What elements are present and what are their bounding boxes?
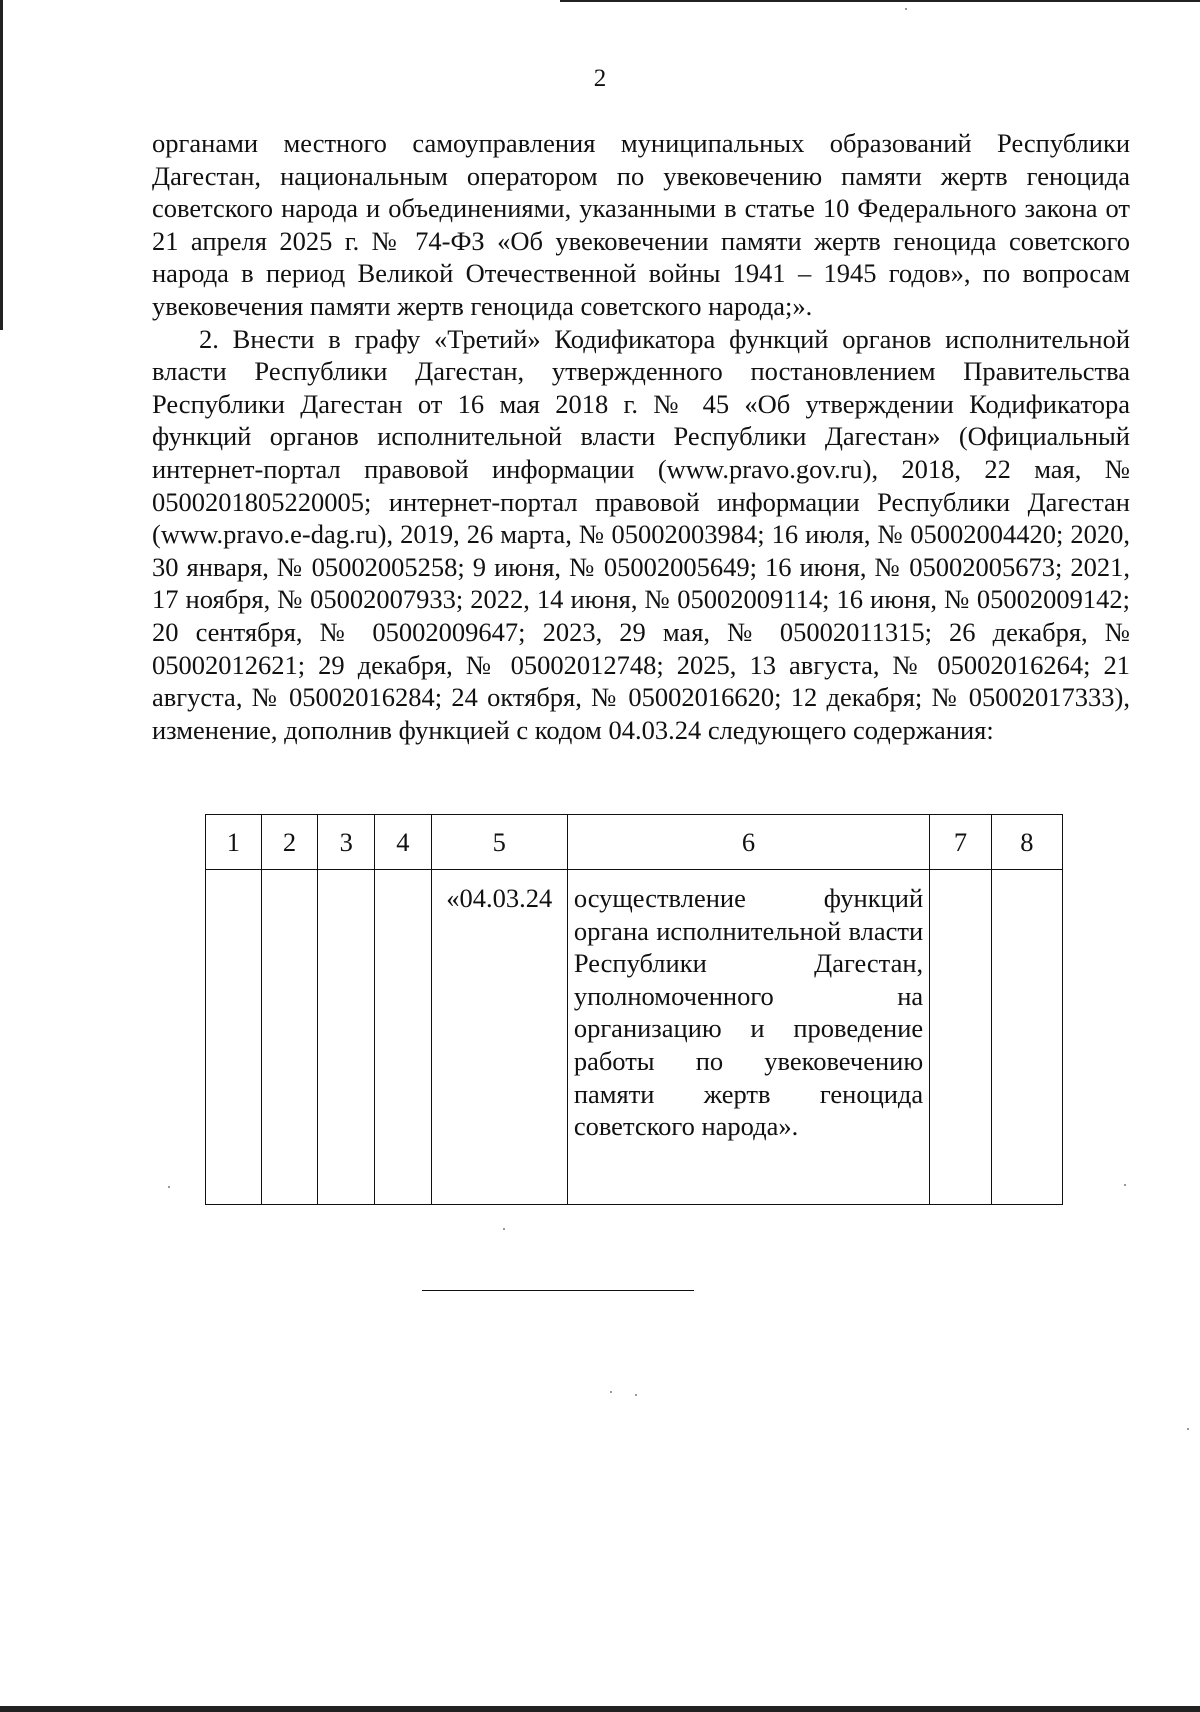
scan-speck bbox=[1124, 1184, 1126, 1186]
scan-speck bbox=[905, 8, 907, 10]
header-cell: 7 bbox=[930, 815, 992, 870]
scan-speck bbox=[635, 1394, 637, 1396]
scan-edge-left bbox=[0, 0, 3, 330]
paragraph-continuation: органами местного самоуправления муниципальных образований Республики Дагестан, национальным оператором по увековечению памяти жертв геноцида советского народа и объединениями, указанными в статье 10 Федерального закона от 21 апреля 2025 г. № 74-ФЗ «Об увековечении памяти жертв геноцида советского народа в период Великой Отечественной войны 1941 – 1945 годов», по вопросам увековечения памяти жертв геноцида советского народа;». bbox=[152, 128, 1130, 321]
header-cell: 6 bbox=[567, 815, 929, 870]
table-header-row bbox=[206, 815, 1063, 870]
table-cell-empty bbox=[375, 870, 432, 1205]
function-description-cell: осуществление функций органа исполнительной власти Республики Дагестан, уполномоченного на организацию и проведение работы по увековечению памяти жертв геноцида советского народа». bbox=[567, 870, 929, 1205]
table-cell-empty bbox=[206, 870, 262, 1205]
closing-rule-line bbox=[422, 1290, 694, 1291]
function-code-cell: «04.03.24 bbox=[431, 870, 567, 1205]
scan-edge-top bbox=[560, 0, 1200, 2]
header-cell: 3 bbox=[318, 815, 375, 870]
scan-speck bbox=[610, 1391, 612, 1393]
scan-speck bbox=[1187, 1428, 1189, 1430]
paragraph-item-2: 2. Внести в графу «Третий» Кодификатора функций органов исполнительной власти Республики Дагестан, утвержденного постановлением Правительства Республики Дагестан от 16 мая 2018 г. № 45 «Об утверждении Кодификатора функций органов исполнительной власти Республики Дагестан» (Официальный интернет-портал правовой информации (www.pravo.gov.ru), 2018, 22 мая, № 0500201805220005; интернет-портал правовой информации Республики Дагестан (www.pravo.e-dag.ru), 2019, 26 марта, № 05002003984; 16 июля, № 05002004420; 2020, 30 января, № 05002005258; 9 июня, № 05002005649; 16 июня, № 05002005673; 2021, 17 ноября, № 05002007933; 2022, 14 июня, № 05002009114; 16 июня, № 05002009142; 20 сентября, № 05002009647; 2023, 29 мая, № 05002011315; 26 декабря, № 05002012621; 29 декабря, № 05002012748; 2025, 13 августа, № 05002016264; 21 августа, № 05002016284; 24 октября, № 05002016620; 12 декабря; № 05002017333), изменение, дополнив функцией с кодом 04.03.24 следующего содержания: bbox=[152, 323, 1130, 745]
table-cell-empty bbox=[930, 870, 992, 1205]
scan-speck bbox=[503, 1228, 505, 1230]
table-cell-empty bbox=[261, 870, 318, 1205]
codifier-table bbox=[205, 814, 1063, 1205]
scan-edge-bottom bbox=[0, 1706, 1200, 1712]
header-cell: 5 bbox=[431, 815, 567, 870]
table-row bbox=[206, 870, 1063, 1205]
document-body bbox=[152, 127, 1130, 746]
table-cell-empty bbox=[991, 870, 1062, 1205]
header-cell: 2 bbox=[261, 815, 318, 870]
header-cell: 4 bbox=[375, 815, 432, 870]
scan-speck bbox=[168, 1186, 170, 1188]
header-cell: 8 bbox=[991, 815, 1062, 870]
page-number: 2 bbox=[593, 65, 607, 92]
header-cell: 1 bbox=[206, 815, 262, 870]
table-cell-empty bbox=[318, 870, 375, 1205]
